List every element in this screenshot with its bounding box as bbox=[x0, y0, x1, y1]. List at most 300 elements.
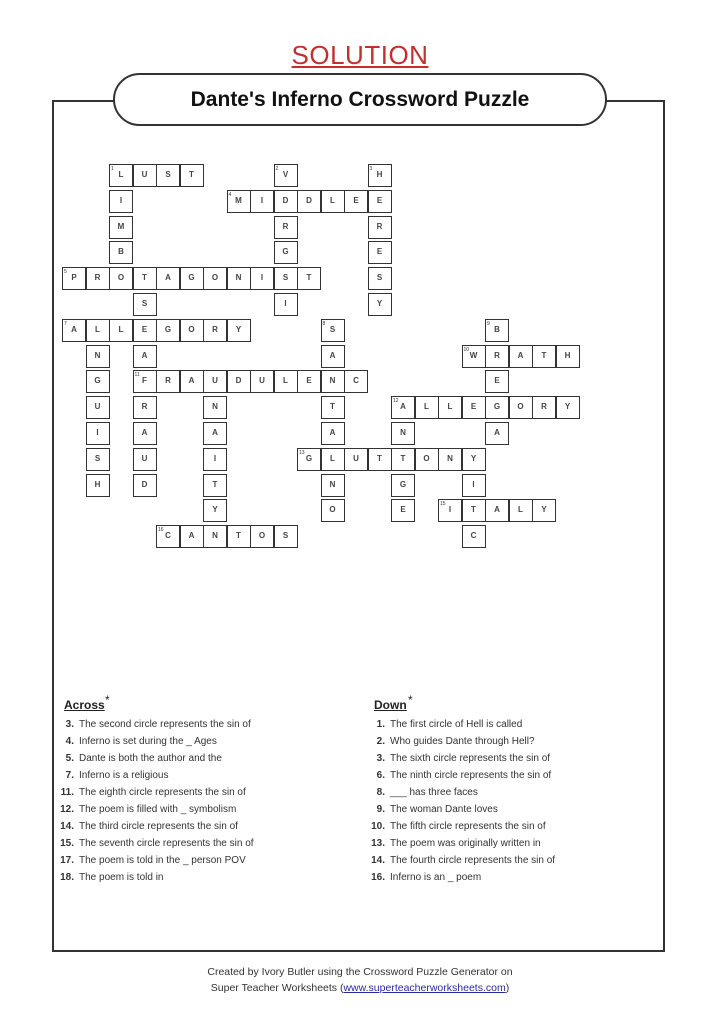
crossword-cell[interactable] bbox=[485, 345, 509, 368]
crossword-cell[interactable] bbox=[556, 345, 580, 368]
crossword-cell[interactable] bbox=[180, 370, 204, 393]
cell-letter: N bbox=[94, 350, 101, 360]
cell-letter: D bbox=[282, 195, 289, 205]
cell-letter: A bbox=[141, 350, 148, 360]
crossword-cell[interactable] bbox=[462, 525, 486, 548]
clue-text: The poem is told in the _ person POV bbox=[79, 855, 246, 866]
cell-letter: L bbox=[424, 402, 429, 412]
cell-letter: I bbox=[260, 273, 264, 283]
down-heading: Down bbox=[374, 698, 407, 712]
cell-letter: Y bbox=[541, 505, 547, 515]
clue-text: Who guides Dante through Hell? bbox=[390, 736, 535, 747]
crossword-cell[interactable] bbox=[86, 474, 110, 497]
clue-num: 9. bbox=[376, 804, 385, 815]
clue-text: The poem is told in bbox=[79, 872, 164, 883]
down-clue bbox=[363, 716, 555, 733]
crossword-cell[interactable] bbox=[156, 370, 180, 393]
across-clue bbox=[52, 835, 254, 852]
crossword-cell[interactable] bbox=[321, 370, 345, 393]
footer-line-1: Created by Ivory Butler using the Crossword Puzzle Generator on bbox=[207, 966, 513, 978]
crossword-cell[interactable] bbox=[321, 474, 345, 497]
cell-letter: E bbox=[494, 376, 500, 386]
across-clue bbox=[52, 767, 254, 784]
crossword-cell[interactable] bbox=[391, 474, 415, 497]
cell-letter: A bbox=[329, 350, 336, 360]
cell-letter: N bbox=[212, 402, 218, 412]
cell-letter: E bbox=[376, 195, 383, 205]
crossword-cell[interactable] bbox=[321, 422, 345, 445]
crossword-cell[interactable] bbox=[415, 396, 439, 419]
clue-num: 4. bbox=[65, 736, 74, 747]
cell-letter: R bbox=[494, 350, 500, 360]
crossword-cell[interactable] bbox=[133, 345, 157, 368]
clue-number: 2 bbox=[275, 166, 279, 172]
cell-letter: Y bbox=[470, 453, 477, 463]
cell-letter: C bbox=[470, 531, 477, 541]
cell-letter: T bbox=[541, 350, 547, 360]
crossword-cell[interactable] bbox=[321, 190, 345, 213]
across-clue bbox=[52, 801, 254, 818]
solution-label: SOLUTION bbox=[291, 40, 429, 70]
crossword-cell[interactable] bbox=[509, 345, 533, 368]
crossword-cell[interactable] bbox=[485, 319, 509, 342]
cell-letter: D bbox=[141, 479, 148, 489]
clue-number: 3 bbox=[369, 166, 373, 172]
crossword-cell[interactable] bbox=[438, 499, 462, 522]
crossword-cell[interactable] bbox=[86, 396, 110, 419]
cell-letter: D bbox=[306, 195, 312, 205]
crossword-cell[interactable] bbox=[532, 345, 556, 368]
clue-text: Inferno is a religious bbox=[79, 770, 169, 781]
crossword-cell[interactable] bbox=[250, 370, 274, 393]
crossword-cell[interactable] bbox=[321, 396, 345, 419]
cell-letter: Y bbox=[376, 299, 383, 308]
crossword-cell[interactable] bbox=[109, 164, 133, 187]
cell-letter: G bbox=[305, 453, 313, 463]
crossword-cell[interactable] bbox=[250, 525, 274, 548]
cell-letter: R bbox=[212, 324, 218, 334]
cell-letter: T bbox=[212, 479, 218, 489]
cell-letter: B bbox=[118, 247, 124, 257]
cell-letter: B bbox=[494, 324, 500, 334]
clue-text: The seventh circle represents the sin of bbox=[79, 838, 254, 849]
clue-text: The sixth circle represents the sin of bbox=[390, 753, 551, 764]
down-clue bbox=[363, 835, 555, 852]
crossword-cell[interactable] bbox=[227, 190, 251, 213]
cell-letter: U bbox=[141, 170, 148, 179]
cell-letter: E bbox=[306, 376, 312, 386]
clue-number: 16 bbox=[158, 527, 164, 534]
crossword-cell[interactable] bbox=[274, 190, 298, 213]
cell-letter: U bbox=[259, 376, 265, 386]
crossword-cell[interactable] bbox=[368, 190, 392, 213]
clue-number: 9 bbox=[487, 320, 490, 327]
clue-num: 18. bbox=[60, 872, 74, 883]
cell-letter: I bbox=[472, 479, 475, 489]
cell-letter: A bbox=[212, 428, 218, 437]
crossword-cell[interactable] bbox=[509, 396, 533, 419]
cell-letter: O bbox=[258, 531, 266, 541]
cell-letter: R bbox=[94, 273, 101, 283]
crossword-cell[interactable] bbox=[86, 319, 110, 342]
clue-num: 2. bbox=[376, 736, 385, 747]
crossword-cell[interactable] bbox=[344, 370, 368, 393]
cell-letter: M bbox=[235, 195, 242, 205]
clue-text: The eighth circle represents the sin of bbox=[79, 787, 246, 798]
cell-letter: S bbox=[282, 273, 289, 283]
cell-letter: G bbox=[493, 402, 501, 412]
crossword-cell[interactable] bbox=[485, 370, 509, 393]
crossword-cell[interactable] bbox=[556, 396, 580, 419]
clue-text: Dante is both the author and the bbox=[79, 753, 222, 764]
cell-letter: S bbox=[165, 170, 171, 179]
clue-number: 4 bbox=[228, 191, 232, 198]
crossword-cell[interactable] bbox=[368, 267, 392, 290]
cell-letter: L bbox=[118, 170, 124, 179]
cell-letter: E bbox=[470, 402, 477, 412]
cell-letter: E bbox=[400, 505, 406, 515]
down-clue bbox=[363, 750, 555, 767]
cell-letter: L bbox=[330, 453, 335, 463]
cell-letter: A bbox=[188, 376, 195, 386]
crossword-cell[interactable] bbox=[368, 216, 392, 239]
crossword-cell[interactable] bbox=[438, 396, 462, 419]
cell-letter: L bbox=[283, 376, 288, 386]
cell-letter: O bbox=[188, 324, 195, 334]
clue-number: 8 bbox=[322, 320, 326, 327]
crossword-cell[interactable] bbox=[133, 319, 157, 342]
cell-letter: U bbox=[353, 453, 359, 463]
crossword-cell[interactable] bbox=[532, 396, 556, 419]
cell-letter: G bbox=[94, 376, 101, 386]
clue-num: 17. bbox=[60, 855, 74, 866]
cell-letter: N bbox=[212, 531, 218, 541]
crossword-cell[interactable] bbox=[297, 448, 321, 471]
crossword-cell[interactable] bbox=[274, 241, 298, 264]
cell-letter: T bbox=[142, 273, 147, 283]
cell-letter: C bbox=[353, 376, 359, 386]
crossword-cell[interactable] bbox=[462, 474, 486, 497]
clue-num: 10. bbox=[371, 821, 385, 832]
clue-num: 14. bbox=[60, 821, 74, 832]
clue-num: 1. bbox=[376, 719, 385, 730]
cell-letter: O bbox=[211, 273, 219, 283]
cell-letter: O bbox=[329, 505, 336, 515]
crossword-cell[interactable] bbox=[203, 525, 227, 548]
clue-number: 7 bbox=[64, 320, 67, 327]
crossword-cell[interactable] bbox=[156, 164, 180, 187]
clue-number: 11 bbox=[134, 372, 140, 379]
clue-num: 6. bbox=[376, 770, 385, 781]
cell-letter: Y bbox=[235, 324, 242, 334]
crossword-cell[interactable] bbox=[462, 499, 486, 522]
cell-letter: R bbox=[141, 402, 148, 412]
crossword-cell[interactable] bbox=[203, 499, 227, 522]
clue-num: 15. bbox=[60, 838, 74, 849]
clue-num: 11. bbox=[60, 787, 74, 798]
crossword-cell[interactable] bbox=[227, 319, 251, 342]
clue-text: The first circle of Hell is called bbox=[390, 719, 523, 730]
crossword-cell[interactable] bbox=[297, 190, 321, 213]
crossword-cell[interactable] bbox=[391, 448, 415, 471]
crossword-cell[interactable] bbox=[203, 370, 227, 393]
crossword-cell[interactable] bbox=[415, 448, 439, 471]
cell-letter: F bbox=[142, 376, 147, 386]
cell-letter: T bbox=[236, 531, 241, 541]
crossword-cell[interactable] bbox=[86, 267, 110, 290]
across-clue bbox=[52, 869, 254, 886]
crossword-cell[interactable] bbox=[368, 293, 392, 316]
clue-num: 7. bbox=[65, 770, 74, 781]
cell-letter: G bbox=[282, 247, 289, 257]
crossword-cell[interactable] bbox=[462, 396, 486, 419]
cell-letter: H bbox=[564, 350, 571, 360]
cell-letter: R bbox=[376, 221, 383, 231]
cell-letter: Y bbox=[564, 402, 571, 412]
crossword-cell[interactable] bbox=[133, 293, 157, 316]
crossword-cell[interactable] bbox=[86, 422, 110, 445]
cell-letter: G bbox=[164, 324, 172, 334]
cell-letter: O bbox=[117, 273, 125, 283]
down-clue bbox=[363, 784, 555, 801]
crossword-cell[interactable] bbox=[391, 422, 415, 445]
cell-letter: U bbox=[94, 402, 101, 412]
across-clue bbox=[52, 784, 254, 801]
cell-letter: I bbox=[260, 195, 264, 205]
clue-num: 8. bbox=[376, 787, 385, 798]
crossword-cell[interactable] bbox=[203, 319, 227, 342]
cell-letter: D bbox=[235, 376, 242, 386]
crossword-cell[interactable] bbox=[368, 448, 392, 471]
crossword-cell[interactable] bbox=[203, 422, 227, 445]
crossword-cell[interactable] bbox=[109, 319, 133, 342]
crossword-cell[interactable] bbox=[133, 422, 157, 445]
crossword-cell[interactable] bbox=[250, 267, 274, 290]
clue-num: 16. bbox=[371, 872, 385, 883]
crossword-cell[interactable] bbox=[297, 267, 321, 290]
cell-letter: A bbox=[188, 531, 195, 541]
cell-letter: R bbox=[541, 402, 547, 412]
crossword-cell[interactable] bbox=[321, 499, 345, 522]
clue-text: ___ has three faces bbox=[390, 787, 478, 798]
cell-letter: E bbox=[376, 247, 383, 257]
crossword-cell[interactable] bbox=[86, 448, 110, 471]
cell-letter: T bbox=[400, 453, 406, 463]
clue-text: The fourth circle represents the sin of bbox=[390, 855, 556, 866]
clue-text: Inferno is set during the _ Ages bbox=[79, 736, 217, 747]
cell-letter: Y bbox=[212, 505, 218, 515]
crossword-cell[interactable] bbox=[133, 267, 157, 290]
down-clue bbox=[363, 869, 555, 886]
crossword-cell[interactable] bbox=[344, 448, 368, 471]
crossword-cell[interactable] bbox=[180, 267, 204, 290]
cell-letter: I bbox=[284, 299, 287, 308]
down-clue bbox=[363, 818, 555, 835]
across-marker: * bbox=[105, 693, 110, 707]
cell-letter: A bbox=[71, 324, 77, 334]
crossword-cell[interactable] bbox=[509, 499, 533, 522]
cell-letter: A bbox=[517, 350, 524, 360]
down-clue bbox=[363, 733, 555, 750]
crossword-cell[interactable] bbox=[109, 241, 133, 264]
crossword-cell[interactable] bbox=[462, 345, 486, 368]
cell-letter: E bbox=[353, 195, 359, 205]
cell-letter: N bbox=[329, 479, 336, 489]
cell-letter: T bbox=[306, 273, 312, 283]
cell-letter: R bbox=[282, 221, 289, 231]
crossword-cell[interactable] bbox=[391, 499, 415, 522]
crossword-cell[interactable] bbox=[532, 499, 556, 522]
cell-letter: O bbox=[517, 402, 524, 412]
cell-letter: A bbox=[494, 505, 500, 515]
crossword-cell[interactable] bbox=[368, 241, 392, 264]
crossword-cell[interactable] bbox=[180, 319, 204, 342]
cell-letter: A bbox=[494, 428, 500, 437]
cell-letter: L bbox=[518, 505, 523, 515]
crossword-cell[interactable] bbox=[274, 164, 298, 187]
cell-letter: A bbox=[165, 273, 171, 283]
cell-letter: T bbox=[377, 453, 382, 463]
cell-letter: L bbox=[95, 324, 100, 334]
crossword-cell[interactable] bbox=[86, 370, 110, 393]
crossword-cell[interactable] bbox=[180, 164, 204, 187]
cell-letter: A bbox=[400, 402, 406, 412]
crossword-cell[interactable] bbox=[156, 525, 180, 548]
clue-num: 3. bbox=[376, 753, 385, 764]
crossword-cell[interactable] bbox=[250, 190, 274, 213]
clue-num: 12. bbox=[60, 804, 74, 815]
crossword-cell[interactable] bbox=[62, 319, 86, 342]
footer-link[interactable]: www.superteacherworksheets.com bbox=[343, 982, 506, 994]
footer-line-2 bbox=[0, 980, 720, 996]
cell-letter: L bbox=[330, 195, 335, 205]
crossword-cell[interactable] bbox=[274, 525, 298, 548]
crossword-cell[interactable] bbox=[344, 190, 368, 213]
cell-letter: S bbox=[141, 299, 148, 308]
down-clue bbox=[363, 852, 555, 869]
crossword-cell[interactable] bbox=[462, 448, 486, 471]
crossword-cell[interactable] bbox=[62, 267, 86, 290]
cell-letter: U bbox=[212, 376, 218, 386]
cell-letter: T bbox=[471, 505, 476, 515]
cell-letter: G bbox=[399, 479, 407, 489]
across-clue bbox=[52, 716, 254, 733]
crossword-cell[interactable] bbox=[321, 345, 345, 368]
cell-letter: N bbox=[329, 376, 336, 386]
crossword-cell[interactable] bbox=[227, 267, 251, 290]
crossword-cell[interactable] bbox=[203, 474, 227, 497]
clue-text: Inferno is an _ poem bbox=[390, 872, 482, 883]
cell-letter: S bbox=[329, 324, 336, 334]
crossword-cell[interactable] bbox=[297, 370, 321, 393]
crossword-cell[interactable] bbox=[109, 267, 133, 290]
crossword-cell[interactable] bbox=[368, 164, 392, 187]
across-clue bbox=[52, 818, 254, 835]
crossword-cell[interactable] bbox=[86, 345, 110, 368]
cell-letter: W bbox=[469, 350, 478, 360]
crossword-cell[interactable] bbox=[156, 319, 180, 342]
crossword-cell[interactable] bbox=[274, 370, 298, 393]
cell-letter: I bbox=[448, 505, 452, 515]
crossword-cell[interactable] bbox=[485, 499, 509, 522]
across-clue-list bbox=[52, 716, 254, 886]
cell-letter: V bbox=[282, 170, 289, 179]
cell-letter: L bbox=[447, 402, 453, 412]
clue-num: 5. bbox=[65, 753, 74, 764]
across-clue bbox=[52, 733, 254, 750]
crossword-cell[interactable] bbox=[274, 267, 298, 290]
crossword-cell[interactable] bbox=[274, 293, 298, 316]
cell-letter: I bbox=[213, 453, 217, 463]
footer-suffix: ) bbox=[505, 982, 510, 994]
clue-text: The ninth circle represents the sin of bbox=[390, 770, 552, 781]
clue-number: 1 bbox=[111, 166, 114, 172]
clue-text: The third circle represents the sin of bbox=[79, 821, 238, 832]
crossword-cell[interactable] bbox=[133, 448, 157, 471]
crossword-cell[interactable] bbox=[203, 396, 227, 419]
clue-text: The poem was originally written in bbox=[390, 838, 541, 849]
cell-letter: O bbox=[423, 453, 430, 463]
crossword-cell[interactable] bbox=[321, 448, 345, 471]
page-title: Dante's Inferno Crossword Puzzle bbox=[113, 73, 607, 126]
down-clue bbox=[363, 801, 555, 818]
crossword-cell[interactable] bbox=[180, 525, 204, 548]
crossword-cell[interactable] bbox=[109, 190, 133, 213]
crossword-cell[interactable] bbox=[391, 396, 415, 419]
cell-letter: C bbox=[165, 531, 171, 541]
cell-letter: N bbox=[447, 453, 453, 463]
crossword-cell[interactable] bbox=[203, 267, 227, 290]
clue-text: The woman Dante loves bbox=[390, 804, 498, 815]
cell-letter: S bbox=[376, 273, 383, 283]
crossword-cell[interactable] bbox=[133, 474, 157, 497]
clue-number: 10 bbox=[463, 346, 470, 353]
crossword-cell[interactable] bbox=[133, 396, 157, 419]
cell-letter: U bbox=[141, 453, 148, 463]
crossword-cell[interactable] bbox=[227, 370, 251, 393]
crossword-cell[interactable] bbox=[485, 422, 509, 445]
across-heading: Across bbox=[64, 698, 105, 712]
clue-number: 12 bbox=[393, 398, 399, 405]
cell-letter: A bbox=[329, 428, 336, 437]
cell-letter: I bbox=[119, 195, 123, 205]
cell-letter: P bbox=[71, 273, 77, 283]
crossword-cell[interactable] bbox=[321, 319, 345, 342]
cell-letter: S bbox=[282, 531, 289, 541]
crossword-cell[interactable] bbox=[109, 216, 133, 239]
cell-letter: L bbox=[118, 324, 124, 334]
crossword-cell[interactable] bbox=[438, 448, 462, 471]
crossword-cell[interactable] bbox=[156, 267, 180, 290]
clue-text: The fifth circle represents the sin of bbox=[390, 821, 546, 832]
cell-letter: R bbox=[165, 376, 171, 386]
across-clue bbox=[52, 852, 254, 869]
crossword-cell[interactable] bbox=[485, 396, 509, 419]
crossword-cell[interactable] bbox=[133, 164, 157, 187]
crossword-cell[interactable] bbox=[133, 370, 157, 393]
cell-letter: H bbox=[94, 479, 101, 489]
crossword-cell[interactable] bbox=[274, 216, 298, 239]
cell-letter: T bbox=[189, 170, 194, 179]
clue-num: 3. bbox=[65, 719, 74, 730]
cell-letter: S bbox=[94, 453, 101, 463]
cell-letter: N bbox=[400, 428, 406, 437]
clue-number: 13 bbox=[299, 449, 305, 456]
crossword-cell[interactable] bbox=[227, 525, 251, 548]
crossword-cell[interactable] bbox=[203, 448, 227, 471]
clue-num: 13. bbox=[371, 838, 385, 849]
clue-text: The second circle represents the sin of bbox=[79, 719, 251, 730]
